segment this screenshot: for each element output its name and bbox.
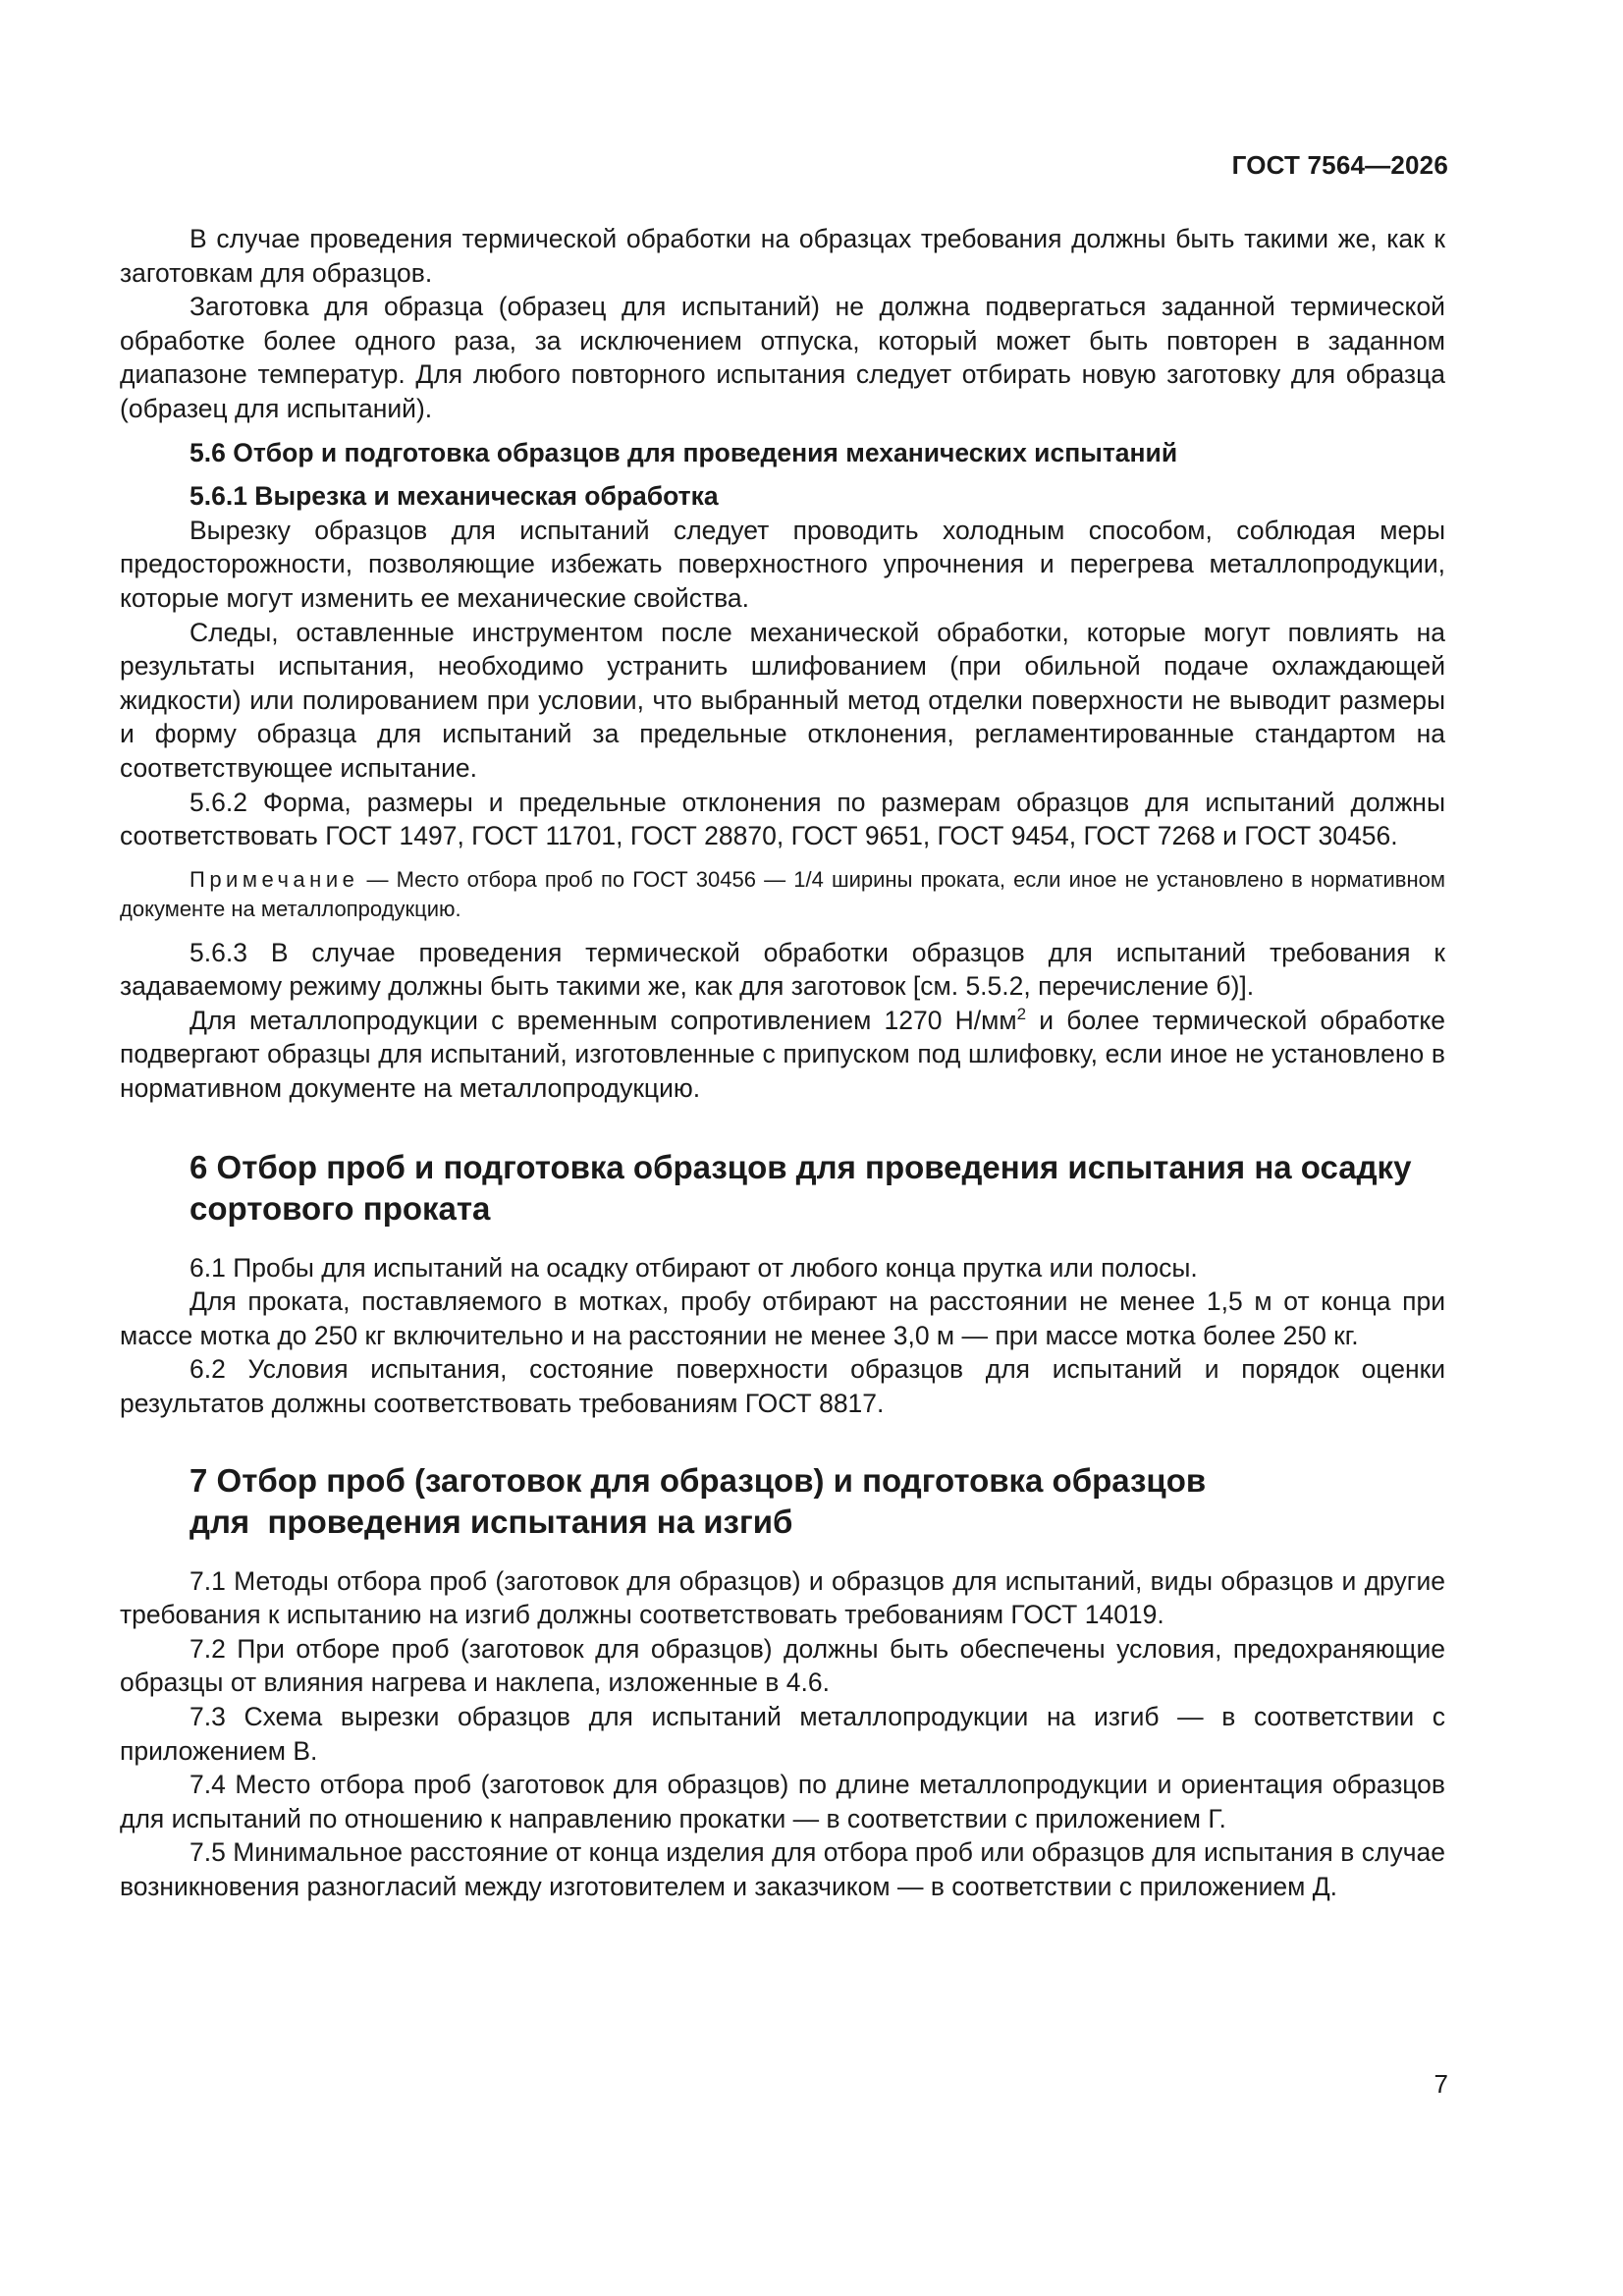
note-text: — Место отбора проб по ГОСТ 30456 — 1/4 ширины проката, если иное не установлено в нормативном документе на металлопродукцию. xyxy=(120,866,1445,921)
paragraph: Заготовка для образца (образец для испытаний) не должна подвергаться заданной термической обработке более одного раза, за исключением отпуска, который может быть повторен в заданном диапазоне температур. Для любого повторного испытания следует отбирать новую заготовку для образца (образец для испытаний). xyxy=(120,292,1445,423)
paragraph: 6.2 Условия испытания, состояние поверхности образцов для испытаний и порядок оценки результатов должны соответствовать требованиям ГОСТ 8817. xyxy=(120,1354,1445,1419)
superscript: 2 xyxy=(1016,1004,1027,1023)
section-heading-6: 6 Отбор проб и подготовка образцов для проведения испытания на осадку сортового проката xyxy=(189,1148,1412,1227)
paragraph: 5.6.3 В случае проведения термической обработки образцов для испытаний требования к задаваемому режиму должны быть такими же, как для заготовок [см. 5.5.2, перечисление б)]. xyxy=(120,937,1445,1002)
section-heading-line: 7 Отбор проб (заготовок для образцов) и подготовка образцов xyxy=(189,1461,1207,1499)
document-code: ГОСТ 7564—2026 xyxy=(1231,150,1448,180)
paragraph: 7.5 Минимальное расстояние от конца изделия для отбора проб или образцов для испытания в случае возникновения разногласий между изготовителем и заказчиком — в соответствии с приложением Д. xyxy=(120,1837,1445,1901)
paragraph: 7.3 Схема вырезки образцов для испытаний металлопродукции на изгиб — в соответствии с приложением В. xyxy=(120,1702,1445,1766)
paragraph: 7.1 Методы отбора проб (заготовок для образцов) и образцов для испытаний, виды образцов и другие требования к испытанию на изгиб должны соответствовать требованиям ГОСТ 14019. xyxy=(120,1565,1445,1630)
paragraph: 6.1 Пробы для испытаний на осадку отбирают от любого конца прутка или полосы. xyxy=(189,1252,1198,1283)
paragraph: 7.2 При отборе проб (заготовок для образцов) должны быть обеспечены условия, предохраняющие образцы от влияния нагрева и наклепа, изложенные в 4.6. xyxy=(120,1633,1445,1698)
note-label: Примечание xyxy=(189,866,359,892)
subsection-heading-5-6-1: 5.6.1 Вырезка и механическая обработка xyxy=(189,481,719,512)
paragraph: Следы, оставленные инструментом после механической обработки, которые могут повлиять на результаты испытания, необходимо устранить шлифованием (при обильной подаче охлаждающей жидкости) или полированием при условии, что выбранный метод отделки поверхности не выводит размеры и форму образца для испытаний за предельные отклонения, регламентированные стандартом на соответствующее испытание. xyxy=(120,617,1445,783)
paragraph: Для проката, поставляемого в мотках, пробу отбирают на расстоянии не менее 1,5 м от конца при массе мотка до 250 кг включительно и на расстоянии не менее 3,0 м — при массе мотка более 250 кг. xyxy=(120,1286,1445,1350)
page-number: 7 xyxy=(1434,2069,1448,2099)
paragraph: В случае проведения термической обработки на образцах требования должны быть такими же, как к заготовкам для образцов. xyxy=(120,224,1445,288)
paragraph xyxy=(120,1004,1445,1106)
page-body xyxy=(120,222,1445,1904)
section-heading-line: для проведения испытания на изгиб xyxy=(189,1503,793,1540)
paragraph: 5.6.2 Форма, размеры и предельные отклонения по размерам образцов для испытаний должны соответствовать ГОСТ 1497, ГОСТ 11701, ГОСТ 28870, ГОСТ 9651, ГОСТ 9454, ГОСТ 7268 и ГОСТ 30456. xyxy=(120,787,1445,851)
paragraph-part: Для металлопродукции с временным сопротивлением 1270 Н/мм xyxy=(189,1005,1017,1035)
paragraph-part: и более термической обработке подвергают образцы для испытаний, изготовленные с припуском под шлифовку, если иное не установлено в нормативном документе на металлопродукцию. xyxy=(120,1005,1445,1104)
subsection-heading-5-6: 5.6 Отбор и подготовка образцов для проведения механических испытаний xyxy=(189,437,1178,467)
note xyxy=(120,865,1445,924)
paragraph: 7.4 Место отбора проб (заготовок для образцов) по длине металлопродукции и ориентация образцов для испытаний по отношению к направлению прокатки — в соответствии с приложением Г. xyxy=(120,1770,1445,1833)
paragraph: Вырезку образцов для испытаний следует проводить холодным способом, соблюдая меры предосторожности, позволяющие избежать поверхностного упрочнения и перегрева металлопродукции, которые могут изменить ее механические свойства. xyxy=(120,515,1445,613)
section-heading-7 xyxy=(120,1460,1445,1543)
